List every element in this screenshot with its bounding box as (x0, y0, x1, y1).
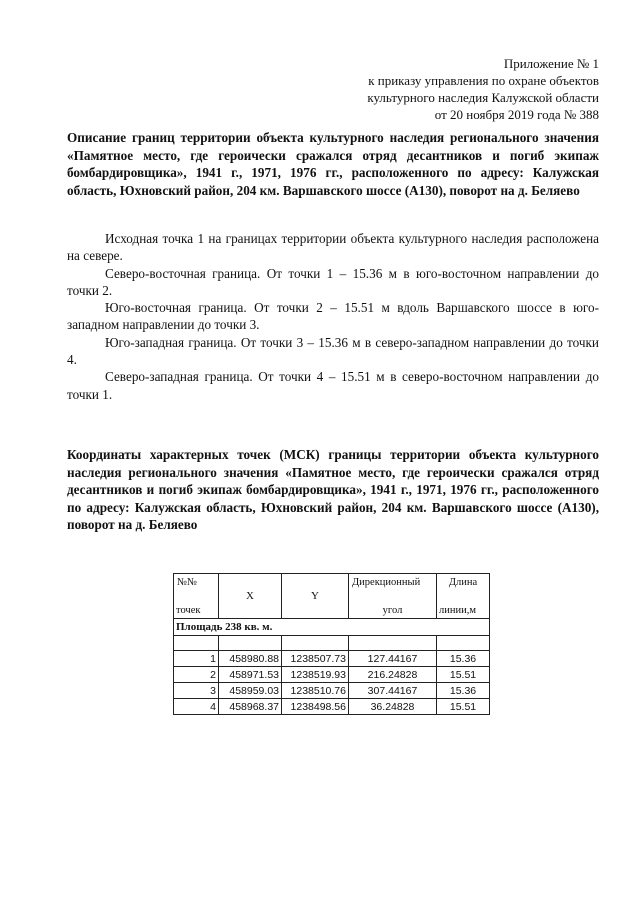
cell-x: 458968.37 (219, 699, 282, 715)
cell-angle: 307.44167 (349, 683, 437, 699)
header-len-bottom: линии,м (439, 605, 476, 616)
cell-x: 458971.53 (219, 667, 282, 683)
paragraph-start-point: Исходная точка 1 на границах территории объекта культурного наследия расположена на севере. (67, 231, 599, 264)
header-line-length (437, 574, 490, 619)
header-x: X (219, 574, 282, 619)
paragraph-southwest: Юго-западная граница. От точки 3 – 15.36 м в северо-западном направлении до точки 4. (67, 334, 599, 368)
table-row (174, 699, 490, 715)
department-name: культурного наследия Калужской области (367, 90, 599, 105)
cell-x: 458980.88 (219, 651, 282, 667)
paragraph-northwest: Северо-западная граница. От точки 4 – 15.51 м в северо-восточном направлении до точки 1. (67, 369, 599, 402)
cell-length: 15.36 (437, 651, 490, 667)
cell-length: 15.51 (437, 667, 490, 683)
cell-length: 15.36 (437, 683, 490, 699)
cell-y: 1238498.56 (282, 699, 349, 715)
cell-x: 458959.03 (219, 683, 282, 699)
header-y: Y (282, 574, 349, 619)
header-point-number (174, 574, 219, 619)
order-date: от 20 ноября 2019 года № 388 (434, 107, 599, 122)
cell-length: 15.51 (437, 699, 490, 715)
appendix-number: Приложение № 1 (503, 56, 599, 71)
cell-point: 2 (174, 667, 219, 683)
cell-angle: 216.24828 (349, 667, 437, 683)
boundary-description-title: Описание границ территории объекта культурного наследия регионального значения «Памятное место, где героически сражался отряд десантников и погиб экипаж бомбардировщика», 1941 г., 1971, 1976 гг., расположенного по адресу: Калужская область, Юхновский район, 204 км. Варшавского шоссе (А130), поворот на д. Беляево (67, 130, 599, 198)
coordinates-title: Координаты характерных точек (МСК) границы территории объекта культурного наследия регионального значения «Памятное место, где героически сражался отряд десантников и погиб экипаж бомбардировщика», 1941 г., 1971, 1976 гг., расположенного по адресу: Калужская область, Юхновский район, 204 км. Варшавского шоссе (А130), поворот на д. Беляево (67, 447, 599, 532)
coordinates-table-wrapper (173, 573, 490, 715)
cell-point: 1 (174, 651, 219, 667)
cell-point: 4 (174, 699, 219, 715)
table-row (174, 651, 490, 667)
paragraph-northeast: Северо-восточная граница. От точки 1 – 15.36 м в юго-восточном направлении до точки 2. (67, 265, 599, 298)
cell-point: 3 (174, 683, 219, 699)
cell-angle: 36.24828 (349, 699, 437, 715)
cell-y: 1238510.76 (282, 683, 349, 699)
area-cell: Площадь 238 кв. м. (174, 619, 490, 636)
header-angle-top: Дирекционный (352, 577, 421, 588)
paragraph-southeast: Юго-восточная граница. От точки 2 – 15.51 м вдоль Варшавского шоссе в юго-западном направлении до точки 3. (67, 300, 599, 333)
cell-y: 1238507.73 (282, 651, 349, 667)
area-row (174, 619, 490, 636)
boundary-description-body (67, 230, 599, 403)
header-angle-bottom: угол (382, 605, 403, 616)
blank-row (174, 636, 490, 651)
appendix-header (367, 55, 599, 123)
header-num-top: №№ (177, 577, 198, 588)
header-num-bottom: точек (176, 605, 201, 616)
header-len-top: Длина (448, 577, 478, 588)
coordinates-table (173, 573, 490, 715)
cell-y: 1238519.93 (282, 667, 349, 683)
table-row (174, 683, 490, 699)
cell-angle: 127.44167 (349, 651, 437, 667)
order-reference: к приказу управления по охране объектов (368, 73, 599, 88)
table-row (174, 667, 490, 683)
header-direction-angle (349, 574, 437, 619)
